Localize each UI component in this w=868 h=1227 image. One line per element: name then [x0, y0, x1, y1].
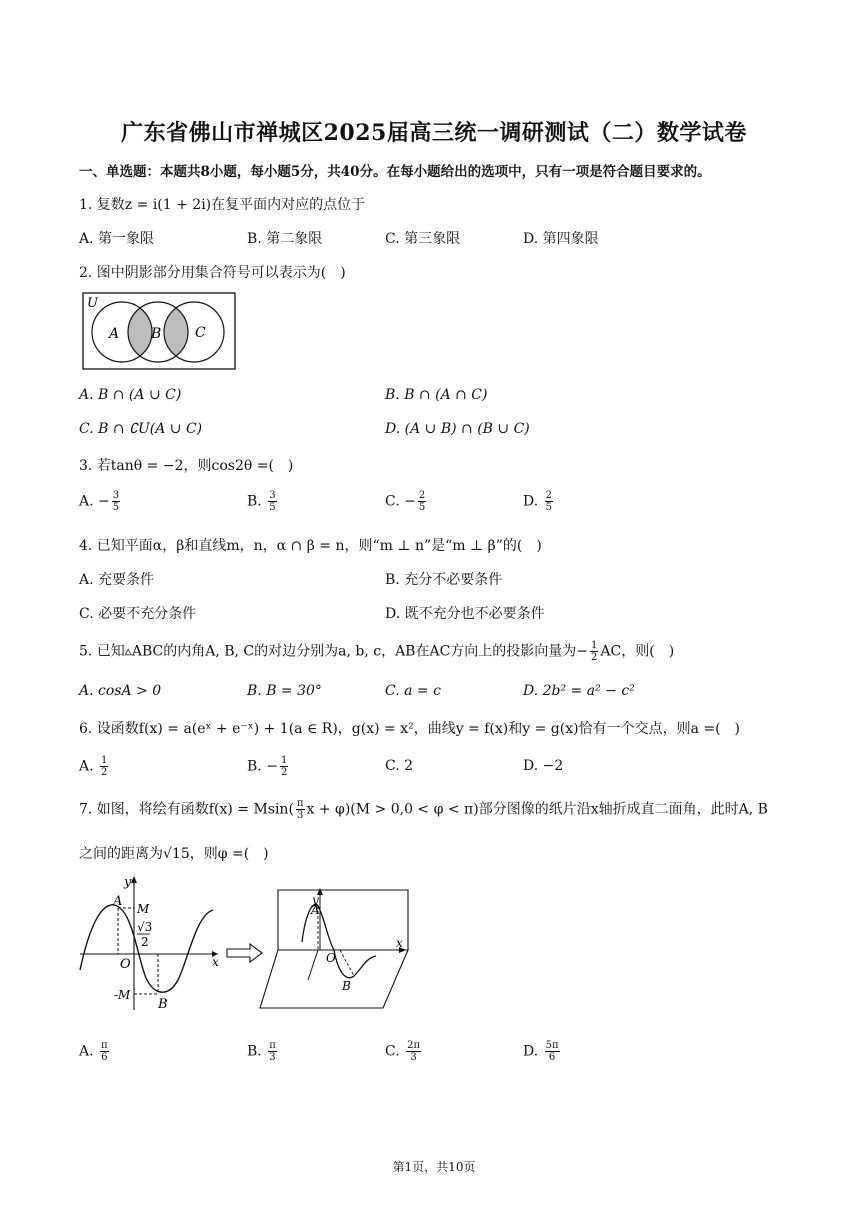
question-6-stem: 6. 设函数f(x) = a(eˣ + e⁻ˣ) + 1(a ∈ R)，g(x) = x²，曲线y = f(x)和y = g(x)恰有一个交点，则a =( ) [79, 721, 741, 737]
label-u: U [87, 296, 98, 311]
label-b: B [151, 326, 162, 342]
page-footer: 第1页，共10页 [392, 1160, 476, 1174]
q3-option-b: B. $\frac{3}{5}$ [247, 490, 276, 513]
q4-option-c: C. 必要不充分条件 [79, 606, 197, 622]
label-o: O [120, 957, 131, 972]
q1-option-c: C. 第三象限 [385, 231, 461, 247]
fold-label-y: y [312, 893, 319, 907]
q2-option-a: A. B ∩ (A ∪ C) [79, 387, 182, 403]
q7-option-c: C. $\frac{2\pi}{3}$ [385, 1040, 421, 1063]
label-neg-m: -M [114, 988, 131, 1002]
question-2-stem: 2. 图中阴影部分用集合符号可以表示为( ) [79, 265, 346, 281]
q3-option-a: A. − $\frac{3}{5}$ [79, 490, 120, 513]
oblique-line [308, 950, 318, 980]
fold-label-x: x [396, 936, 403, 950]
q3-option-c: C. − $\frac{2}{5}$ [385, 490, 426, 513]
q6-option-a: A. $\frac{1}{2}$ [79, 755, 108, 778]
q3-option-d: D. $\frac{2}{5}$ [523, 490, 553, 513]
label-two: 2 [141, 935, 149, 949]
lower-curve [334, 950, 376, 978]
venn-diagram [82, 292, 236, 370]
fold-label-b: B [342, 979, 351, 993]
section-heading: 一、单选题：本题共8小题，每小题5分，共40分。在每小题给出的选项中，只有一项是符合题目要求的。 [79, 164, 711, 180]
q1-option-a: A. 第一象限 [79, 231, 155, 247]
page-title: 广东省佛山市禅城区2025届高三统一调研测试（二）数学试卷 [121, 120, 747, 146]
q7-option-a: A. $\frac{\pi}{6}$ [79, 1040, 108, 1063]
label-a: A [113, 894, 123, 909]
fold-label-a: A [311, 903, 320, 917]
question-7-stem-continued: 之间的距离为√15，则φ =( ) [79, 846, 269, 862]
label-x: x [212, 955, 219, 969]
q5-option-c: C. a = c [385, 683, 441, 699]
fold-label-o: O [326, 951, 336, 965]
label-y: y [124, 875, 132, 890]
sine-graph-figure [78, 870, 223, 1015]
q1-option-b: B. 第二象限 [247, 231, 323, 247]
question-3-stem: 3. 若tanθ = −2，则cos2θ =( ) [79, 458, 294, 474]
label-m: M [137, 902, 150, 916]
q2-option-d: D. (A ∪ B) ∩ (B ∪ C) [385, 421, 530, 437]
q2-option-b: B. B ∩ (A ∩ C) [385, 387, 488, 403]
label-c: C [195, 325, 206, 341]
q5-option-d: D. 2b² = a² − c² [523, 683, 635, 699]
question-5-stem: 5. 已知▵ABC的内角A, B, C的对边分别为a, b, c，AB在AC方向上的投影向量为− $\frac{1}{2}$ AC，则( ) [79, 640, 675, 663]
q4-option-d: D. 既不充分也不必要条件 [385, 606, 545, 622]
label-sqrt3: √3 [137, 920, 153, 934]
q1-option-d: D. 第四象限 [523, 231, 599, 247]
q2-option-c: C. B ∩ ∁U(A ∪ C) [79, 421, 203, 437]
vertical-plane [278, 890, 408, 950]
q4-option-b: B. 充分不必要条件 [385, 572, 503, 588]
q7-option-b: B. $\frac{\pi}{3}$ [247, 1040, 276, 1063]
q6-option-c: C. 2 [385, 758, 414, 774]
q5-option-a: A. cosA > 0 [79, 683, 162, 699]
question-1-stem: 1. 复数z = i(1 + 2i)在复平面内对应的点位于 [79, 197, 366, 213]
q6-option-b: B. − $\frac{1}{2}$ [247, 755, 288, 778]
folded-paper-figure [258, 880, 416, 1012]
question-4-stem: 4. 已知平面α，β和直线m，n，α ∩ β = n，则“m ⊥ n”是“m ⊥ β”的( ) [79, 538, 542, 554]
q4-option-a: A. 充要条件 [79, 572, 155, 588]
label-a: A [109, 326, 120, 342]
q6-option-d: D. −2 [523, 758, 564, 774]
label-b: B [158, 997, 168, 1012]
question-7-stem: 7. 如图，将绘有函数f(x) = Msin( $\frac{\pi}{3}$ x + φ)(M > 0,0 < φ < π)部分图像的纸片沿x轴折成直二面角，此时A, B [79, 798, 768, 821]
q7-option-d: D. $\frac{5\pi}{6}$ [523, 1040, 559, 1063]
q5-option-b: B. B = 30° [247, 683, 322, 699]
y-axis-arrow [131, 876, 137, 883]
